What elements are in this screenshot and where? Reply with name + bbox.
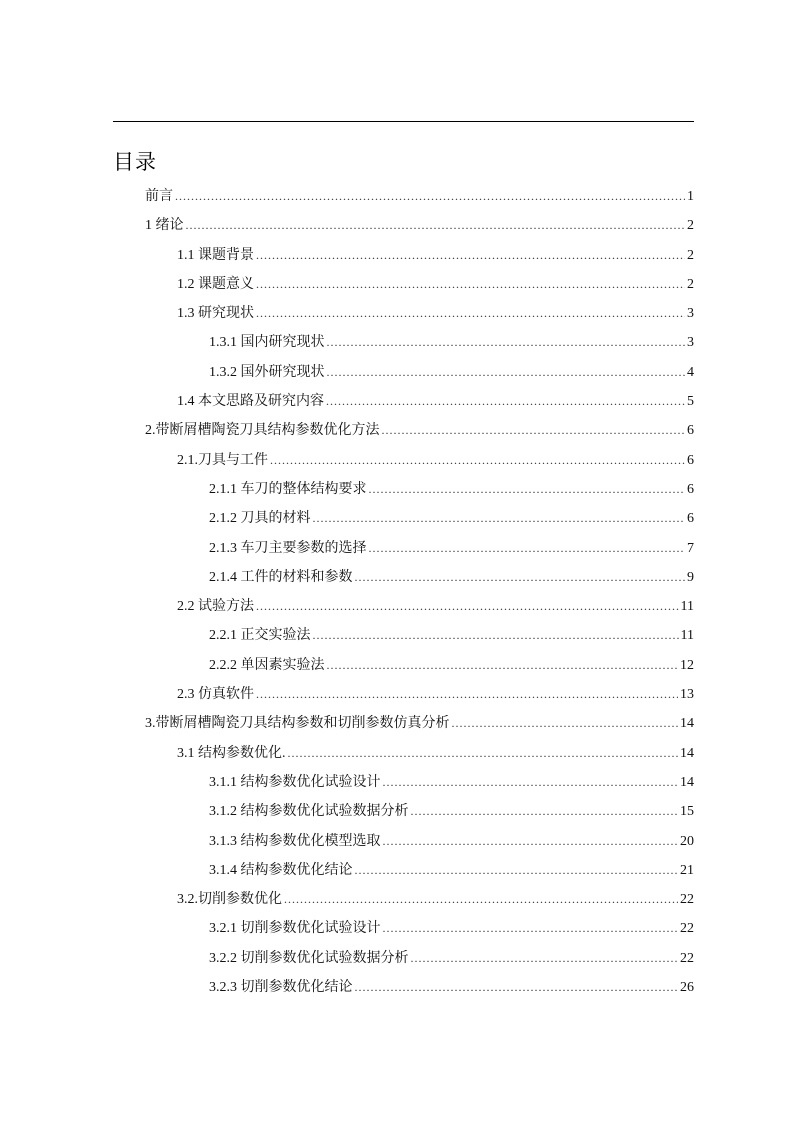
- toc-entry[interactable]: [0, 299, 793, 328]
- toc-entry-label: 前言: [145, 189, 173, 204]
- toc-entry[interactable]: [0, 328, 793, 357]
- toc-entry[interactable]: [0, 973, 793, 1002]
- toc-entry-label: 1 绪论: [145, 218, 184, 234]
- toc-page-number: 13: [680, 687, 694, 703]
- toc-entry-label: 1.2 课题意义: [177, 276, 254, 292]
- toc-page-number: 6: [687, 511, 694, 527]
- toc-dot-leader: [452, 709, 679, 738]
- toc-dot-leader: [326, 387, 685, 416]
- toc-page-number: 26: [680, 980, 694, 996]
- toc-dot-leader: [256, 270, 685, 299]
- toc-entry-label: 3.2.切削参数优化: [177, 892, 282, 908]
- toc-entry-label: 2.2 试验方法: [177, 599, 254, 615]
- toc-entry-label: 2.2.1 正交实验法: [209, 628, 311, 644]
- toc-page-number: 6: [687, 481, 694, 497]
- toc-entry-label: 2.1.1 车刀的整体结构要求: [209, 481, 367, 497]
- toc-entry-label: 2.1.2 刀具的材料: [209, 511, 311, 527]
- toc-entry[interactable]: [0, 182, 793, 211]
- toc-page-number: 21: [680, 862, 694, 878]
- toc-dot-leader: [383, 768, 679, 797]
- toc-page-number: 11: [680, 628, 694, 644]
- toc-entry-label: 3.2.3 切削参数优化结论: [209, 980, 353, 996]
- toc-entry-label: 3.2.2 切削参数优化试验数据分析: [209, 950, 409, 966]
- toc-dot-leader: [411, 797, 679, 826]
- toc-entry[interactable]: [0, 416, 793, 445]
- toc-page-number: 2: [687, 276, 694, 292]
- toc-page-number: 20: [680, 833, 694, 849]
- toc-entry[interactable]: [0, 768, 793, 797]
- toc-entry[interactable]: [0, 856, 793, 885]
- toc-page-number: 11: [680, 599, 694, 615]
- toc-entry[interactable]: [0, 680, 793, 709]
- toc-page-number: 6: [687, 423, 694, 439]
- toc-dot-leader: [288, 739, 679, 768]
- toc-page-number: 12: [680, 657, 694, 673]
- toc-entry[interactable]: [0, 827, 793, 856]
- toc-page-number: 3: [687, 335, 694, 351]
- toc-entry-label: 1.3.2 国外研究现状: [209, 364, 325, 380]
- toc-entry[interactable]: [0, 914, 793, 943]
- toc-entry-label: 3.1.1 结构参数优化试验设计: [209, 774, 381, 790]
- toc-dot-leader: [369, 475, 686, 504]
- toc-entry[interactable]: [0, 709, 793, 738]
- toc-dot-leader: [256, 299, 685, 328]
- toc-entry[interactable]: [0, 592, 793, 621]
- toc-entry-label: 3.带断屑槽陶瓷刀具结构参数和切削参数仿真分析: [145, 716, 450, 732]
- toc-page-number: 6: [687, 452, 694, 468]
- toc-entry[interactable]: [0, 621, 793, 650]
- toc-dot-leader: [327, 328, 686, 357]
- toc-dot-leader: [327, 651, 679, 680]
- toc-dot-leader: [313, 504, 686, 533]
- toc-entry-label: 1.3.1 国内研究现状: [209, 335, 325, 351]
- toc-page-number: 7: [687, 540, 694, 556]
- toc-dot-leader: [256, 241, 685, 270]
- toc-dot-leader: [355, 856, 679, 885]
- toc-entry-label: 1.1 课题背景: [177, 247, 254, 263]
- toc-dot-leader: [383, 827, 679, 856]
- toc-page-number: 1: [687, 189, 694, 204]
- toc-entry-label: 1.4 本文思路及研究内容: [177, 394, 324, 410]
- toc-entry[interactable]: [0, 270, 793, 299]
- toc-entry-label: 3.1.2 结构参数优化试验数据分析: [209, 804, 409, 820]
- toc-page-number: 22: [680, 892, 694, 908]
- toc-entry[interactable]: [0, 358, 793, 387]
- toc-entry[interactable]: [0, 446, 793, 475]
- toc-page-number: 2: [687, 247, 694, 263]
- toc-entry-label: 2.1.4 工件的材料和参数: [209, 569, 353, 585]
- toc-entry-label: 2.1.刀具与工件: [177, 452, 268, 468]
- toc-dot-leader: [411, 944, 679, 973]
- toc-dot-leader: [313, 621, 679, 650]
- toc-entry[interactable]: [0, 563, 793, 592]
- toc-entry[interactable]: [0, 387, 793, 416]
- toc-page-number: 22: [680, 921, 694, 937]
- toc-entry[interactable]: [0, 885, 793, 914]
- toc-dot-leader: [327, 358, 686, 387]
- toc-entry-label: 2.2.2 单因素实验法: [209, 657, 325, 673]
- toc-dot-leader: [383, 914, 679, 943]
- toc-entry[interactable]: [0, 211, 793, 240]
- toc-entry[interactable]: [0, 475, 793, 504]
- toc-entry-label: 3.1 结构参数优化.: [177, 745, 286, 761]
- toc-dot-leader: [284, 885, 678, 914]
- toc-dot-leader: [355, 563, 686, 592]
- toc-dot-leader: [355, 973, 679, 1002]
- toc-entry[interactable]: [0, 241, 793, 270]
- toc-entry[interactable]: [0, 739, 793, 768]
- toc-page-number: 22: [680, 950, 694, 966]
- toc-entry[interactable]: [0, 504, 793, 533]
- toc-entry-label: 3.1.3 结构参数优化模型选取: [209, 833, 381, 849]
- toc-entry[interactable]: [0, 651, 793, 680]
- toc-page-number: 5: [687, 394, 694, 410]
- toc-entry-label: 2.带断屑槽陶瓷刀具结构参数优化方法: [145, 423, 380, 439]
- toc-dot-leader: [175, 182, 685, 211]
- toc-page-number: 9: [687, 569, 694, 585]
- toc-dot-leader: [382, 416, 686, 445]
- toc-page-number: 2: [687, 218, 694, 234]
- toc-entry[interactable]: [0, 797, 793, 826]
- toc-entry-label: 3.1.4 结构参数优化结论: [209, 862, 353, 878]
- toc-entry-label: 3.2.1 切削参数优化试验设计: [209, 921, 381, 937]
- toc-entry-label: 2.1.3 车刀主要参数的选择: [209, 540, 367, 556]
- toc-page-number: 14: [680, 774, 694, 790]
- toc-page-number: 14: [680, 716, 694, 732]
- header-rule: [113, 121, 694, 122]
- toc-dot-leader: [270, 446, 685, 475]
- toc-entry[interactable]: [0, 534, 793, 563]
- table-of-contents: [0, 182, 793, 1002]
- toc-page-number: 15: [680, 804, 694, 820]
- toc-entry[interactable]: [0, 944, 793, 973]
- toc-dot-leader: [186, 211, 686, 240]
- toc-page-number: 3: [687, 306, 694, 322]
- toc-entry-label: 1.3 研究现状: [177, 306, 254, 322]
- toc-dot-leader: [369, 534, 686, 563]
- toc-title: 目录: [113, 150, 157, 174]
- toc-dot-leader: [256, 592, 679, 621]
- toc-entry-label: 2.3 仿真软件: [177, 687, 254, 703]
- toc-dot-leader: [256, 680, 678, 709]
- toc-page-number: 4: [687, 364, 694, 380]
- toc-page-number: 14: [680, 745, 694, 761]
